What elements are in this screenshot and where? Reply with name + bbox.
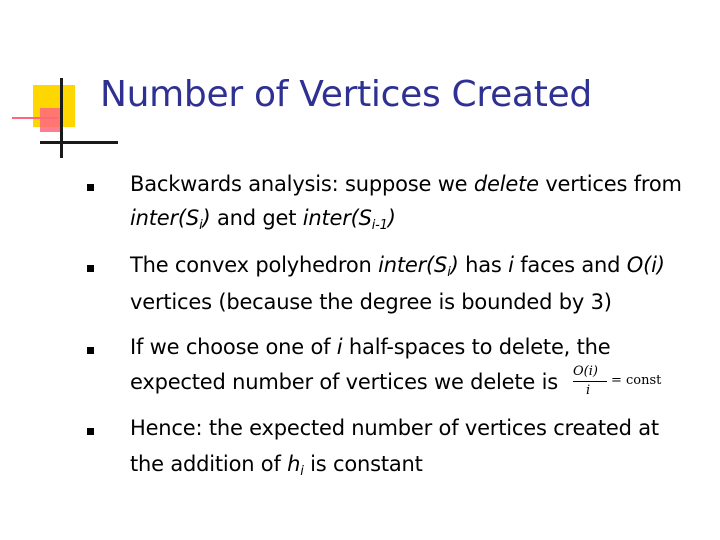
deco-horizontal-bar bbox=[40, 141, 118, 144]
bullet-4-line-2: the addition of $h_i$ is constant bbox=[130, 452, 423, 479]
deco-pink-line bbox=[12, 117, 58, 119]
bullet-marker bbox=[87, 184, 94, 191]
bullet-1-line-1: Backwards analysis: suppose we delete vertices from bbox=[130, 172, 682, 196]
bullet-2-line-1: The convex polyhedron $inter(S_i)$ has i faces and O(i) bbox=[130, 253, 665, 280]
formula-denominator: i bbox=[586, 383, 591, 398]
bullet-2-line-2: vertices (because the degree is bounded by 3) bbox=[130, 290, 612, 314]
bullet-3-line-2: expected number of vertices we delete is bbox=[130, 370, 558, 394]
bullet-3-line-1: If we choose one of i half-spaces to delete, the bbox=[130, 335, 611, 359]
deco-vertical-bar bbox=[60, 78, 63, 158]
formula-numerator: O(i) bbox=[573, 364, 598, 379]
bullet-marker bbox=[87, 347, 94, 354]
fraction-bar bbox=[573, 381, 607, 382]
bullet-4-line-1: Hence: the expected number of vertices created at bbox=[130, 416, 659, 440]
deco-pink-square bbox=[40, 108, 62, 132]
bullet-1-line-2: $inter(S_i)$ and get $inter(S_{i-1})$ bbox=[130, 206, 396, 233]
bullet-marker bbox=[87, 265, 94, 272]
formula-rhs: = const bbox=[611, 373, 662, 388]
bullet-marker bbox=[87, 428, 94, 435]
slide-title: Number of Vertices Created bbox=[100, 74, 592, 115]
